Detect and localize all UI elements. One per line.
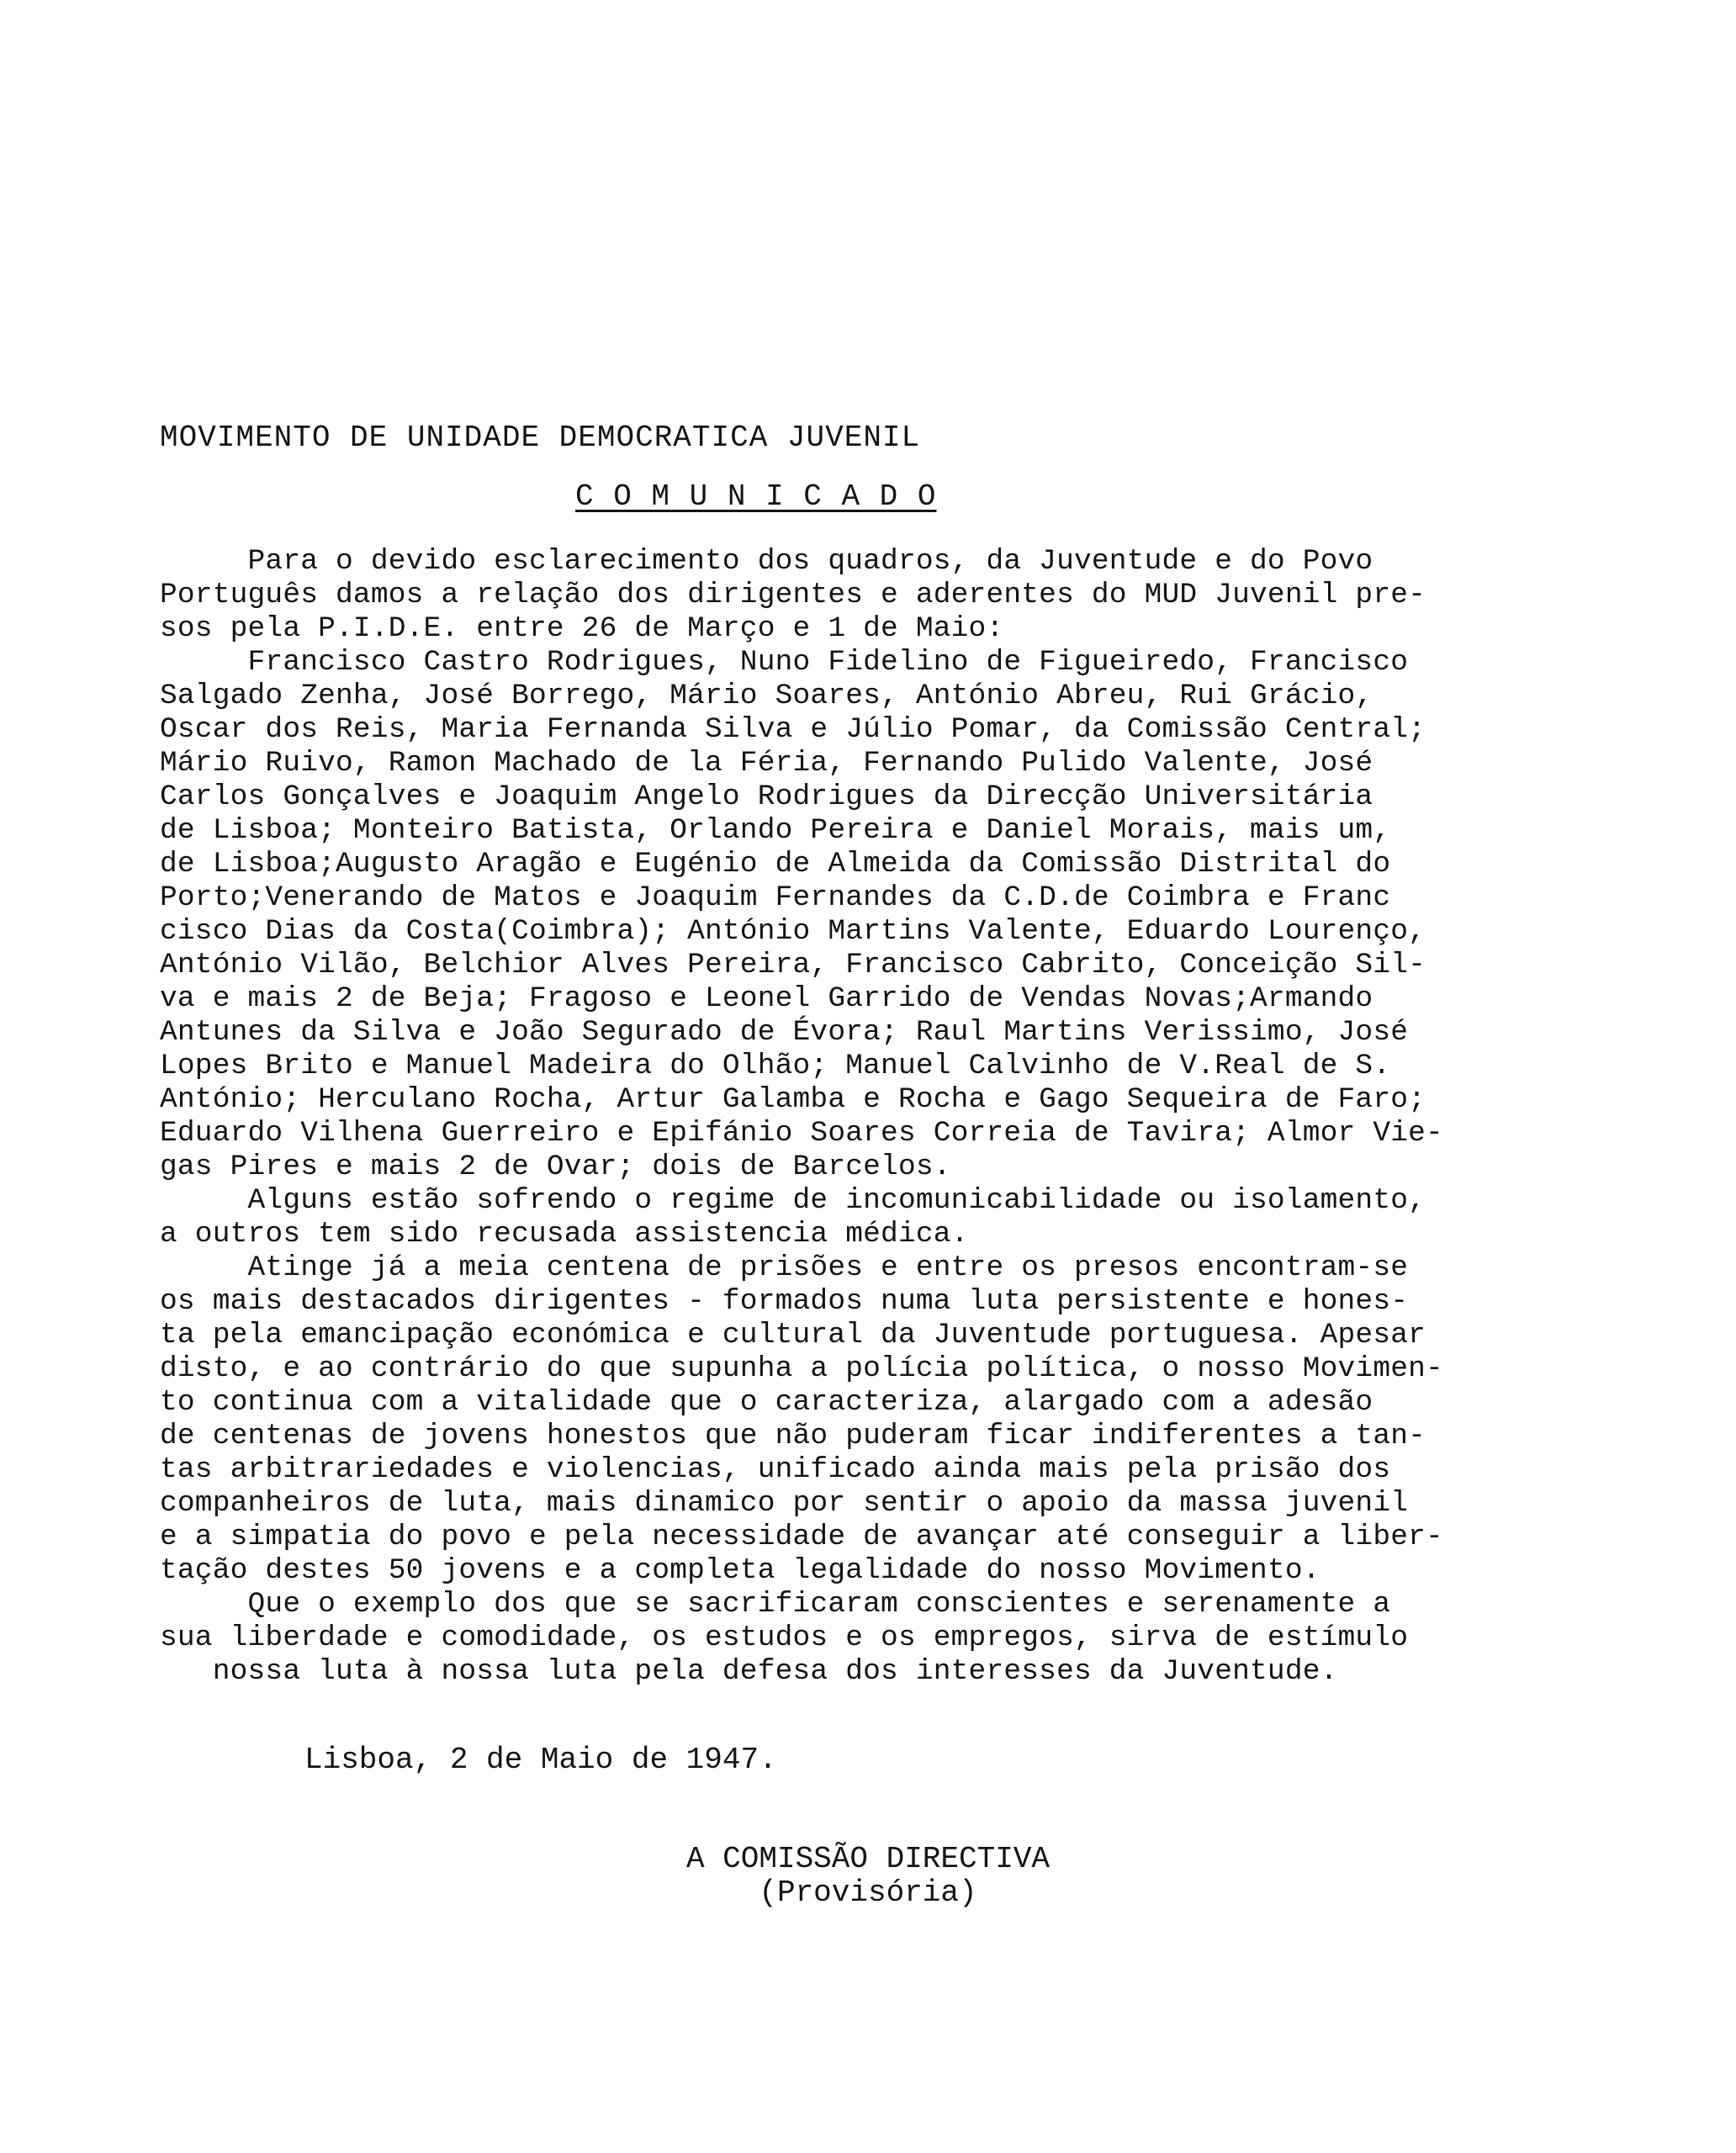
body-line: António Vilão, Belchior Alves Pereira, Francisco Cabrito, Conceição Sil- bbox=[160, 949, 1426, 981]
body-line: va e mais 2 de Beja; Fragoso e Leonel Garrido de Vendas Novas;Armando bbox=[160, 982, 1373, 1015]
body-line: e a simpatia do povo e pela necessidade de avançar até conseguir a liber- bbox=[160, 1521, 1443, 1553]
body-line: Porto;Venerando de Matos e Joaquim Fernandes da C.D.de Coimbra e Franc bbox=[160, 881, 1391, 914]
body-line: Português damos a relação dos dirigentes e aderentes do MUD Juvenil pre- bbox=[160, 579, 1426, 611]
signature: A COMISSÃO DIRECTIVA bbox=[685, 1842, 1051, 1876]
body-line: gas Pires e mais 2 de Ovar; dois de Barcelos. bbox=[160, 1151, 951, 1183]
body-line: Salgado Zenha, José Borrego, Mário Soares, António Abreu, Rui Grácio, bbox=[160, 680, 1373, 712]
body-line: Atinge já a meia centena de prisões e entre os presos encontram-se bbox=[160, 1251, 1409, 1284]
body-line: António; Herculano Rocha, Artur Galamba e Rocha e Gago Sequeira de Faro; bbox=[160, 1083, 1426, 1116]
body-line: Lopes Brito e Manuel Madeira do Olhão; Manuel Calvinho de V.Real de S. bbox=[160, 1050, 1391, 1082]
body-line: to continua com a vitalidade que o caracteriza, alargado com a adesão bbox=[160, 1386, 1373, 1419]
body-line: Para o devido esclarecimento dos quadros, da Juventude e do Povo bbox=[160, 545, 1373, 578]
signature-note: (Provisória) bbox=[759, 1875, 977, 1910]
body-line: Mário Ruivo, Ramon Machado de la Féria, Fernando Pulido Valente, José bbox=[160, 747, 1373, 780]
document-body bbox=[160, 545, 1640, 1689]
body-line: tas arbitrariedades e violencias, unificado ainda mais pela prisão dos bbox=[160, 1453, 1391, 1486]
body-line: de centenas de jovens honestos que não puderam ficar indiferentes a tan- bbox=[160, 1420, 1426, 1452]
body-line: sos pela P.I.D.E. entre 26 de Março e 1 de Maio: bbox=[160, 612, 1004, 645]
body-line: a outros tem sido recusada assistencia médica. bbox=[160, 1218, 969, 1251]
body-line: Antunes da Silva e João Segurado de Évora; Raul Martins Verissimo, José bbox=[160, 1016, 1409, 1049]
body-line: ta pela emancipação económica e cultural da Juventude portuguesa. Apesar bbox=[160, 1319, 1426, 1352]
body-line: Eduardo Vilhena Guerreiro e Epifánio Soares Correia de Tavira; Almor Vie- bbox=[160, 1117, 1443, 1150]
body-line: Francisco Castro Rodrigues, Nuno Fidelino de Figueiredo, Francisco bbox=[160, 646, 1409, 679]
body-line: nossa luta à nossa luta pela defesa dos interesses da Juventude. bbox=[160, 1655, 1338, 1688]
document-title: C O M U N I C A D O bbox=[575, 479, 937, 514]
body-line: de Lisboa; Monteiro Batista, Orlando Pereira e Daniel Morais, mais um, bbox=[160, 814, 1391, 847]
body-line: sua liberdade e comodidade, os estudos e os empregos, sirva de estímulo bbox=[160, 1621, 1409, 1654]
body-line: cisco Dias da Costa(Coimbra); António Martins Valente, Eduardo Lourenço, bbox=[160, 915, 1426, 948]
body-line: companheiros de luta, mais dinamico por sentir o apoio da massa juvenil bbox=[160, 1487, 1409, 1520]
body-line: Que o exemplo dos que se sacrificaram conscientes e serenamente a bbox=[160, 1588, 1391, 1621]
body-line: Alguns estão sofrendo o regime de incomunicabilidade ou isolamento, bbox=[160, 1184, 1426, 1217]
document-date: Lisboa, 2 de Maio de 1947. bbox=[304, 1743, 777, 1777]
body-line: os mais destacados dirigentes - formados numa luta persistente e hones- bbox=[160, 1285, 1409, 1318]
body-line: tação destes 50 jovens e a completa legalidade do nosso Movimento. bbox=[160, 1554, 1321, 1587]
body-line: Oscar dos Reis, Maria Fernanda Silva e Júlio Pomar, da Comissão Central; bbox=[160, 713, 1426, 746]
body-line: disto, e ao contrário do que supunha a polícia política, o nosso Movimen- bbox=[160, 1352, 1443, 1385]
body-line: Carlos Gonçalves e Joaquim Angelo Rodrigues da Direcção Universitária bbox=[160, 780, 1373, 813]
body-line: de Lisboa;Augusto Aragão e Eugénio de Almeida da Comissão Distrital do bbox=[160, 848, 1391, 881]
document-heading: MOVIMENTO DE UNIDADE DEMOCRATICA JUVENIL bbox=[160, 421, 921, 455]
